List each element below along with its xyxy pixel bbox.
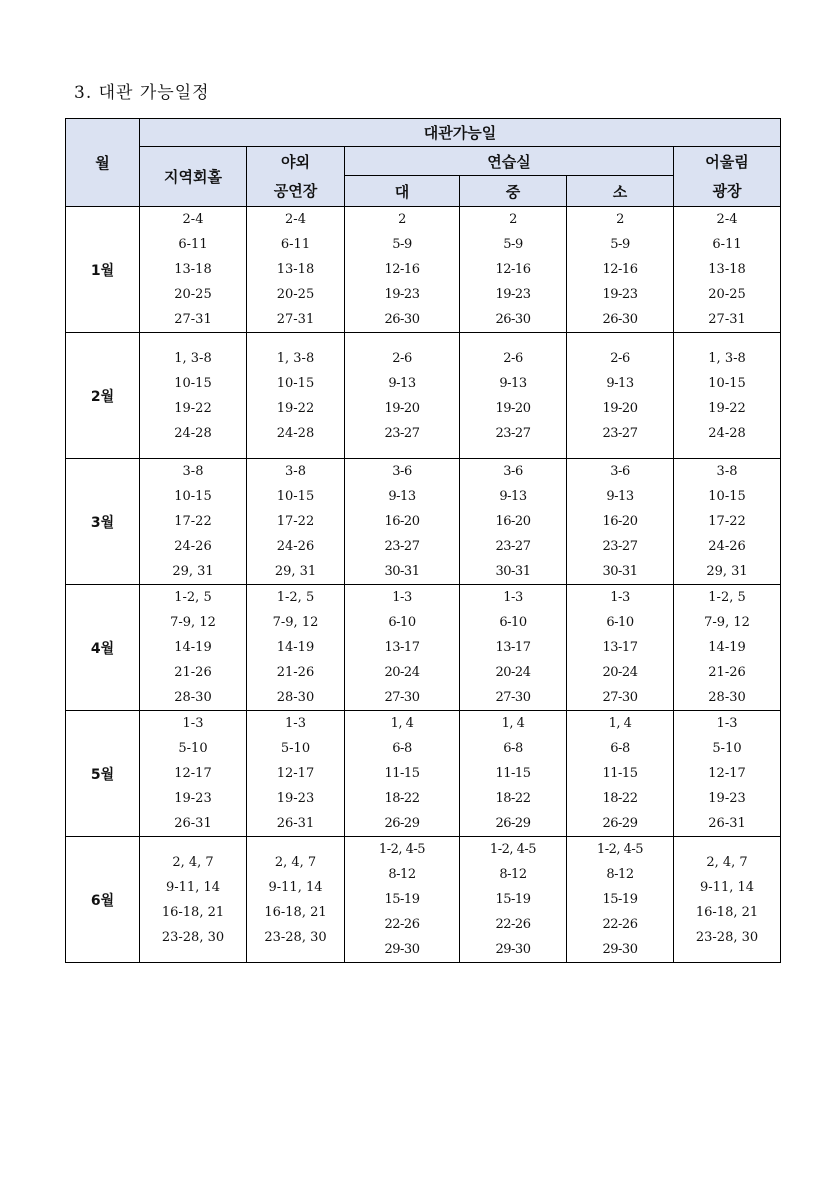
date-range: 1, 4 xyxy=(501,716,525,731)
date-range: 20-25 xyxy=(276,287,315,302)
practice-small-dates xyxy=(567,711,674,837)
date-range: 1-2, 4-5 xyxy=(596,842,644,857)
date-range: 27-30 xyxy=(602,690,638,705)
date-range: 3-8 xyxy=(285,464,306,479)
date-range: 30-31 xyxy=(495,564,531,579)
practice-room-header: 연습실 xyxy=(345,147,674,176)
date-range: 1, 3-8 xyxy=(708,350,746,366)
practice-large-dates xyxy=(345,207,460,333)
date-range: 2-6 xyxy=(610,350,630,366)
date-range: 16-20 xyxy=(602,514,638,529)
date-range: 11-15 xyxy=(384,766,420,781)
date-range: 14-19 xyxy=(276,640,315,655)
date-range: 23-27 xyxy=(602,539,638,554)
date-range: 10-15 xyxy=(174,489,212,504)
date-range: 15-19 xyxy=(384,892,420,907)
date-range: 5-9 xyxy=(503,237,523,252)
outdoor-dates xyxy=(247,837,345,963)
date-range: 19-23 xyxy=(495,287,531,302)
practice-large-header: 대 xyxy=(345,176,460,207)
practice-mid-dates xyxy=(460,459,567,585)
date-range: 22-26 xyxy=(602,917,638,932)
date-range: 3-6 xyxy=(503,464,523,479)
month-cell: 1월 xyxy=(66,207,140,333)
date-range: 2-4 xyxy=(182,212,204,227)
outdoor-dates xyxy=(247,207,345,333)
date-range: 2-4 xyxy=(716,212,738,227)
date-range: 1-3 xyxy=(392,590,412,605)
date-range: 23-27 xyxy=(384,539,420,554)
date-range: 17-22 xyxy=(174,514,212,529)
date-range: 2 xyxy=(398,212,406,227)
date-range: 26-30 xyxy=(602,312,638,327)
date-range: 5-9 xyxy=(610,237,630,252)
table-row xyxy=(66,711,781,837)
date-range: 27-30 xyxy=(384,690,420,705)
date-range: 24-28 xyxy=(174,425,212,441)
date-range: 10-15 xyxy=(174,375,212,391)
date-range: 27-31 xyxy=(276,312,315,327)
date-range: 6-11 xyxy=(712,237,742,252)
date-range: 8-12 xyxy=(388,867,416,882)
date-range: 29, 31 xyxy=(274,564,317,579)
practice-mid-dates xyxy=(460,837,567,963)
date-range: 27-30 xyxy=(495,690,531,705)
table-row xyxy=(66,333,781,459)
date-range: 1-2, 4-5 xyxy=(489,842,537,857)
date-range: 12-16 xyxy=(495,262,531,277)
practice-small-header: 소 xyxy=(567,176,674,207)
date-range: 26-29 xyxy=(495,816,531,831)
date-range: 3-8 xyxy=(182,464,204,479)
date-range: 14-19 xyxy=(708,640,746,655)
date-range: 1, 3-8 xyxy=(174,350,212,366)
date-range: 2, 4, 7 xyxy=(172,854,214,870)
date-range: 26-30 xyxy=(495,312,531,327)
date-range: 19-20 xyxy=(602,400,638,416)
plaza-dates xyxy=(674,459,781,585)
date-range: 10-15 xyxy=(708,489,746,504)
date-range: 3-6 xyxy=(392,464,412,479)
date-range: 15-19 xyxy=(495,892,531,907)
date-range: 16-20 xyxy=(495,514,531,529)
date-range: 7-9, 12 xyxy=(704,615,750,630)
date-range: 14-19 xyxy=(174,640,212,655)
date-range: 23-28, 30 xyxy=(695,929,759,945)
date-range: 1-2, 5 xyxy=(708,590,746,605)
plaza-dates xyxy=(674,207,781,333)
date-range: 21-26 xyxy=(708,665,746,680)
table-row xyxy=(66,459,781,585)
date-range: 2-6 xyxy=(392,350,412,366)
venue-hall-header: 지역회홀 xyxy=(140,147,247,207)
date-range: 6-10 xyxy=(388,615,416,630)
practice-large-dates xyxy=(345,333,460,459)
practice-mid-header: 중 xyxy=(460,176,567,207)
date-range: 29-30 xyxy=(495,942,531,957)
date-range: 1-3 xyxy=(716,716,738,731)
date-range: 23-27 xyxy=(384,425,420,441)
date-range: 2, 4, 7 xyxy=(274,854,317,870)
date-range: 27-31 xyxy=(708,312,746,327)
date-range: 20-25 xyxy=(708,287,746,302)
date-range: 9-13 xyxy=(388,489,416,504)
date-range: 12-16 xyxy=(602,262,638,277)
date-range: 1-3 xyxy=(285,716,306,731)
date-range: 1, 4 xyxy=(608,716,632,731)
date-range: 6-8 xyxy=(392,741,412,756)
practice-mid-dates xyxy=(460,585,567,711)
date-range: 1, 3-8 xyxy=(276,350,315,366)
date-range: 20-24 xyxy=(384,665,420,680)
date-range: 16-18, 21 xyxy=(161,904,225,920)
date-range: 16-20 xyxy=(384,514,420,529)
date-range: 13-18 xyxy=(708,262,746,277)
date-range: 24-28 xyxy=(708,425,746,441)
date-range: 24-26 xyxy=(174,539,212,554)
date-range: 28-30 xyxy=(708,690,746,705)
date-range: 10-15 xyxy=(276,375,315,391)
plaza-dates xyxy=(674,711,781,837)
date-range: 7-9, 12 xyxy=(170,615,216,630)
date-range: 19-22 xyxy=(708,400,746,416)
practice-small-dates xyxy=(567,333,674,459)
date-range: 3-6 xyxy=(610,464,630,479)
date-range: 6-8 xyxy=(610,741,630,756)
date-range: 1-3 xyxy=(503,590,523,605)
date-range: 24-28 xyxy=(276,425,315,441)
date-range: 19-20 xyxy=(495,400,531,416)
date-range: 1-2, 5 xyxy=(276,590,315,605)
date-range: 29-30 xyxy=(384,942,420,957)
plaza-dates xyxy=(674,585,781,711)
table-row xyxy=(66,207,781,333)
date-range: 23-27 xyxy=(495,539,531,554)
date-range: 16-18, 21 xyxy=(264,904,327,920)
date-range: 13-17 xyxy=(602,640,638,655)
date-range: 15-19 xyxy=(602,892,638,907)
practice-small-dates xyxy=(567,837,674,963)
practice-large-dates xyxy=(345,585,460,711)
date-range: 18-22 xyxy=(495,791,531,806)
date-range: 19-22 xyxy=(174,400,212,416)
date-range: 2-6 xyxy=(503,350,523,366)
date-range: 1-2, 4-5 xyxy=(378,842,426,857)
date-range: 19-20 xyxy=(384,400,420,416)
section-heading: 3. 대관 가능일정 xyxy=(74,83,210,103)
month-cell: 5월 xyxy=(66,711,140,837)
date-range: 13-17 xyxy=(384,640,420,655)
date-range: 5-9 xyxy=(392,237,412,252)
date-range: 18-22 xyxy=(384,791,420,806)
outdoor-dates xyxy=(247,459,345,585)
hall-dates xyxy=(140,207,247,333)
date-range: 22-26 xyxy=(495,917,531,932)
date-range: 5-10 xyxy=(712,741,742,756)
date-range: 19-23 xyxy=(384,287,420,302)
date-range: 9-13 xyxy=(499,489,527,504)
practice-large-dates xyxy=(345,837,460,963)
practice-small-dates xyxy=(567,207,674,333)
month-cell: 2월 xyxy=(66,333,140,459)
date-range: 26-31 xyxy=(174,816,212,831)
date-range: 12-17 xyxy=(708,766,746,781)
date-range: 19-23 xyxy=(602,287,638,302)
date-range: 28-30 xyxy=(174,690,212,705)
available-dates-header: 대관가능일 xyxy=(140,119,781,147)
outdoor-dates xyxy=(247,333,345,459)
date-range: 29, 31 xyxy=(706,564,748,579)
plaza-dates xyxy=(674,837,781,963)
hall-dates xyxy=(140,333,247,459)
date-range: 18-22 xyxy=(602,791,638,806)
date-range: 19-22 xyxy=(276,400,315,416)
schedule-body xyxy=(66,207,781,963)
date-range: 9-11, 14 xyxy=(700,879,755,895)
date-range: 30-31 xyxy=(602,564,638,579)
date-range: 6-8 xyxy=(503,741,523,756)
date-range: 1-3 xyxy=(182,716,204,731)
date-range: 17-22 xyxy=(708,514,746,529)
date-range: 30-31 xyxy=(384,564,420,579)
date-range: 5-10 xyxy=(280,741,311,756)
date-range: 26-29 xyxy=(384,816,420,831)
rental-schedule-table xyxy=(65,118,781,963)
practice-mid-dates xyxy=(460,711,567,837)
month-header: 월 xyxy=(66,119,140,207)
date-range: 13-18 xyxy=(276,262,315,277)
venue-plaza-header-line2: 광장 xyxy=(674,176,781,207)
date-range: 26-31 xyxy=(708,816,746,831)
date-range: 13-18 xyxy=(174,262,212,277)
date-range: 22-26 xyxy=(384,917,420,932)
date-range: 23-27 xyxy=(495,425,531,441)
table-row xyxy=(66,585,781,711)
outdoor-dates xyxy=(247,711,345,837)
date-range: 6-11 xyxy=(178,237,208,252)
date-range: 26-29 xyxy=(602,816,638,831)
date-range: 20-24 xyxy=(602,665,638,680)
hall-dates xyxy=(140,711,247,837)
date-range: 9-13 xyxy=(499,375,527,391)
date-range: 7-9, 12 xyxy=(272,615,319,630)
date-range: 9-13 xyxy=(606,489,634,504)
date-range: 6-10 xyxy=(606,615,634,630)
date-range: 20-24 xyxy=(495,665,531,680)
date-range: 20-25 xyxy=(174,287,212,302)
date-range: 21-26 xyxy=(276,665,315,680)
date-range: 21-26 xyxy=(174,665,212,680)
date-range: 10-15 xyxy=(708,375,746,391)
date-range: 19-23 xyxy=(276,791,315,806)
practice-mid-dates xyxy=(460,207,567,333)
table-row xyxy=(66,837,781,963)
venue-outdoor-header-line1: 야외 xyxy=(247,147,345,176)
month-cell: 4월 xyxy=(66,585,140,711)
practice-large-dates xyxy=(345,459,460,585)
date-range: 6-10 xyxy=(499,615,527,630)
date-range: 28-30 xyxy=(276,690,315,705)
date-range: 23-28, 30 xyxy=(161,929,225,945)
date-range: 2 xyxy=(509,212,517,227)
date-range: 6-11 xyxy=(280,237,311,252)
date-range: 11-15 xyxy=(602,766,638,781)
date-range: 27-31 xyxy=(174,312,212,327)
date-range: 12-17 xyxy=(174,766,212,781)
date-range: 17-22 xyxy=(276,514,315,529)
plaza-dates xyxy=(674,333,781,459)
venue-plaza-header-line1: 어울림 xyxy=(674,147,781,176)
date-range: 29-30 xyxy=(602,942,638,957)
outdoor-dates xyxy=(247,585,345,711)
date-range: 9-13 xyxy=(606,375,634,391)
venue-outdoor-header-line2: 공연장 xyxy=(247,176,345,207)
date-range: 19-23 xyxy=(174,791,212,806)
date-range: 26-31 xyxy=(276,816,315,831)
date-range: 24-26 xyxy=(276,539,315,554)
date-range: 13-17 xyxy=(495,640,531,655)
practice-small-dates xyxy=(567,459,674,585)
date-range: 8-12 xyxy=(606,867,634,882)
date-range: 24-26 xyxy=(708,539,746,554)
date-range: 16-18, 21 xyxy=(695,904,759,920)
hall-dates xyxy=(140,459,247,585)
date-range: 2, 4, 7 xyxy=(706,854,748,870)
practice-mid-dates xyxy=(460,333,567,459)
date-range: 23-28, 30 xyxy=(264,929,327,945)
date-range: 8-12 xyxy=(499,867,527,882)
date-range: 5-10 xyxy=(178,741,208,756)
practice-large-dates xyxy=(345,711,460,837)
date-range: 19-23 xyxy=(708,791,746,806)
date-range: 1, 4 xyxy=(390,716,414,731)
month-cell: 6월 xyxy=(66,837,140,963)
date-range: 1-3 xyxy=(610,590,630,605)
date-range: 10-15 xyxy=(276,489,315,504)
hall-dates xyxy=(140,837,247,963)
date-range: 9-11, 14 xyxy=(165,879,220,895)
date-range: 12-16 xyxy=(384,262,420,277)
date-range: 2 xyxy=(616,212,624,227)
date-range: 23-27 xyxy=(602,425,638,441)
date-range: 29, 31 xyxy=(172,564,214,579)
practice-small-dates xyxy=(567,585,674,711)
date-range: 11-15 xyxy=(495,766,531,781)
date-range: 9-13 xyxy=(388,375,416,391)
date-range: 26-30 xyxy=(384,312,420,327)
date-range: 2-4 xyxy=(285,212,306,227)
date-range: 9-11, 14 xyxy=(268,879,323,895)
date-range: 3-8 xyxy=(716,464,738,479)
hall-dates xyxy=(140,585,247,711)
month-cell: 3월 xyxy=(66,459,140,585)
date-range: 12-17 xyxy=(276,766,315,781)
date-range: 1-2, 5 xyxy=(174,590,212,605)
